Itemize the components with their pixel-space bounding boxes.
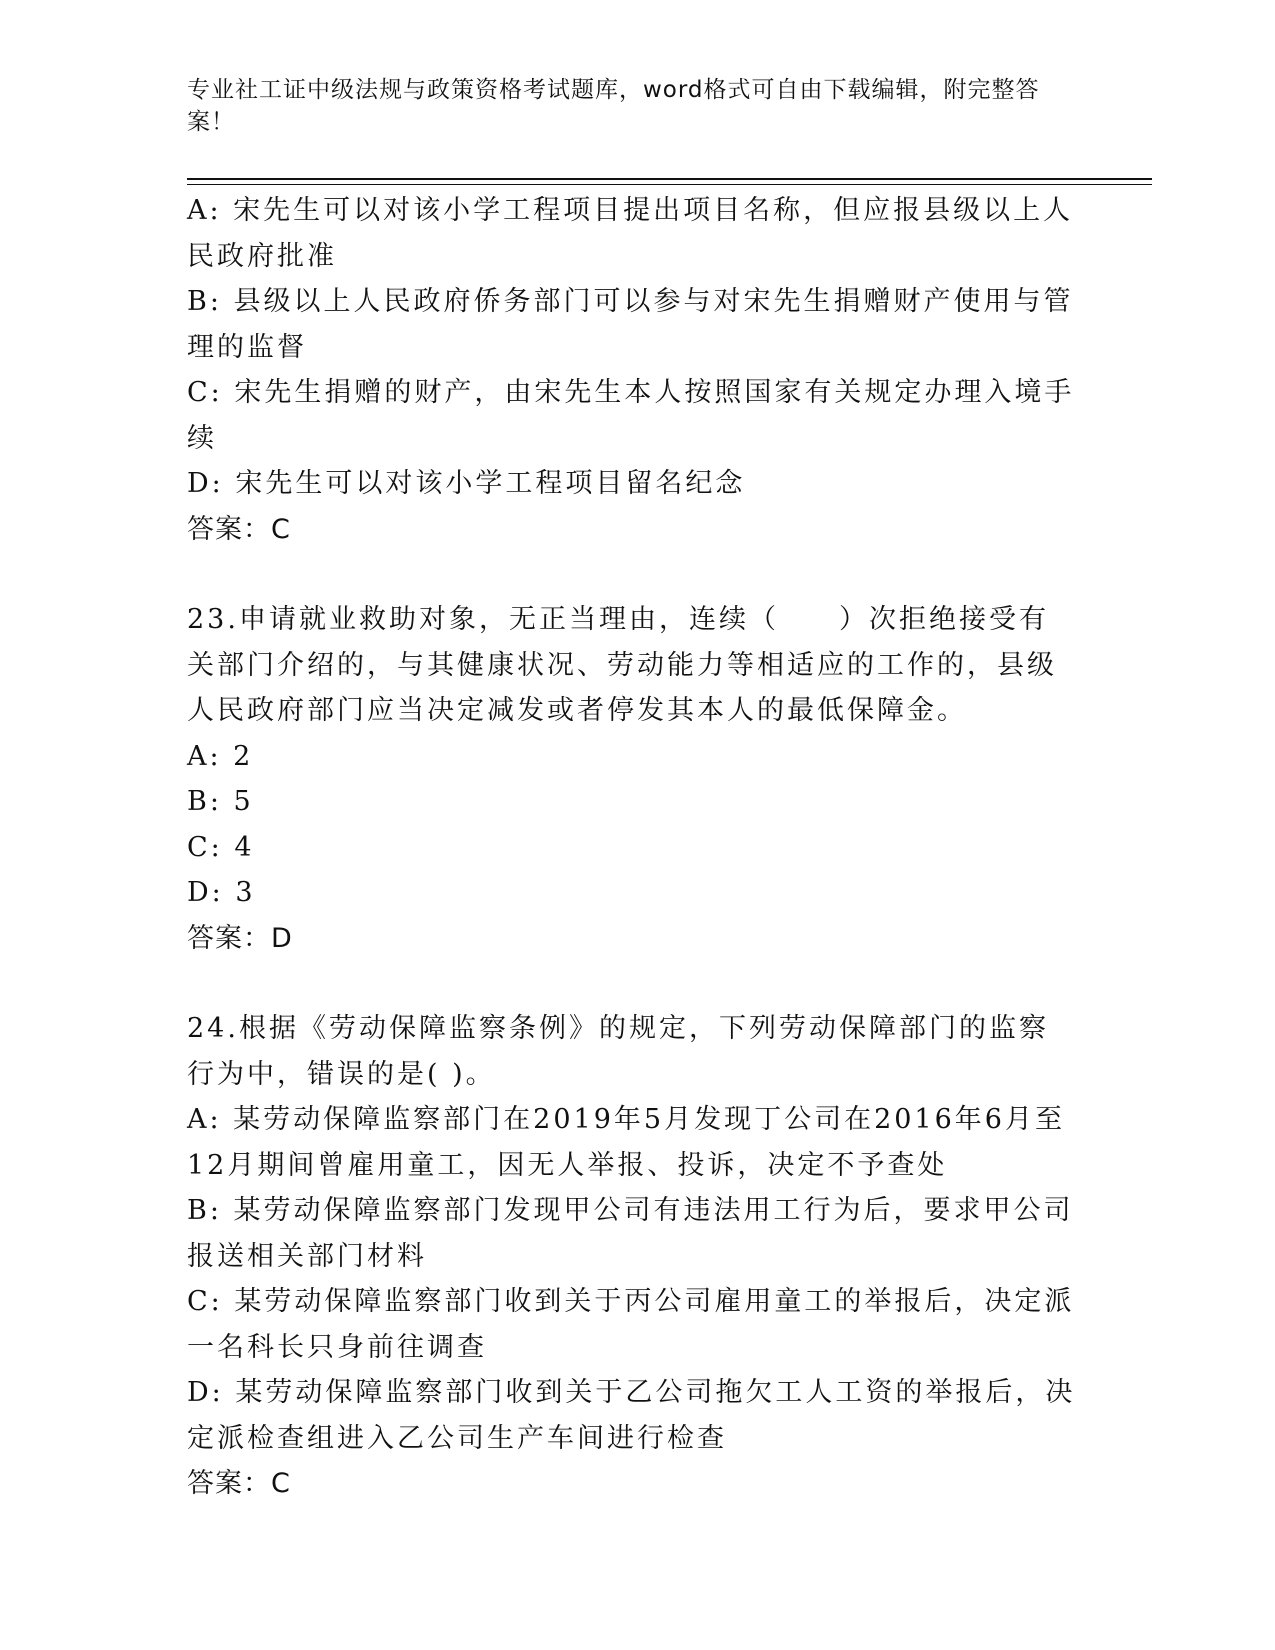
answer-text: 答案：D xyxy=(187,922,293,954)
option-c: C: 4 xyxy=(187,831,255,863)
option-a: A: 宋先生可以对该小学工程项目提出项目名称，但应报县级以上人民政府批准 xyxy=(187,195,1074,272)
question-22 xyxy=(187,188,1077,552)
answer-text: 答案：C xyxy=(187,1468,291,1499)
option-d: D: 某劳动保障监察部门收到关于乙公司拖欠工人工资的举报后，决定派检查组进入乙公司生产车间进行检查 xyxy=(187,1377,1076,1454)
question-24 xyxy=(187,1006,1077,1507)
option-b: B: 县级以上人民政府侨务部门可以参与对宋先生捐赠财产使用与管理的监督 xyxy=(187,286,1074,363)
option-c: C: 宋先生捐赠的财产，由宋先生本人按照国家有关规定办理入境手续 xyxy=(187,377,1075,454)
option-d: D: 3 xyxy=(187,877,256,908)
question-text: 24.根据《劳动保障监察条例》的规定，下列劳动保障部门的监察行为中，错误的是( )。 xyxy=(187,1013,1049,1090)
option-b: B: 5 xyxy=(187,786,254,817)
option-c: C: 某劳动保障监察部门收到关于丙公司雇用童工的举报后，决定派一名科长只身前往调查 xyxy=(187,1286,1075,1363)
question-23 xyxy=(187,597,1077,961)
spacer xyxy=(187,961,1077,1006)
spacer xyxy=(187,552,1077,597)
header-rule-thick xyxy=(187,178,1152,180)
document-content xyxy=(187,188,1077,1507)
option-a: A: 2 xyxy=(187,740,254,772)
header-rule-thin xyxy=(187,184,1152,185)
question-text: 23.申请就业救助对象，无正当理由，连续（ ）次拒绝接受有关部门介绍的，与其健康状况、劳动能力等相适应的工作的，县级人民政府部门应当决定减发或者停发其本人的最低保障金。 xyxy=(187,604,1057,726)
option-d: D: 宋先生可以对该小学工程项目留名纪念 xyxy=(187,468,746,499)
document-header: 专业社工证中级法规与政策资格考试题库，word格式可自由下载编辑，附完整答案！ xyxy=(187,77,1040,135)
answer-text: 答案：C xyxy=(187,513,291,545)
option-a: A: 某劳动保障监察部门在2019年5月发现丁公司在2016年6月至12月期间曾雇用童工，因无人举报、投诉，决定不予查处 xyxy=(187,1104,1065,1181)
option-b: B: 某劳动保障监察部门发现甲公司有违法用工行为后，要求甲公司报送相关部门材料 xyxy=(187,1195,1074,1272)
